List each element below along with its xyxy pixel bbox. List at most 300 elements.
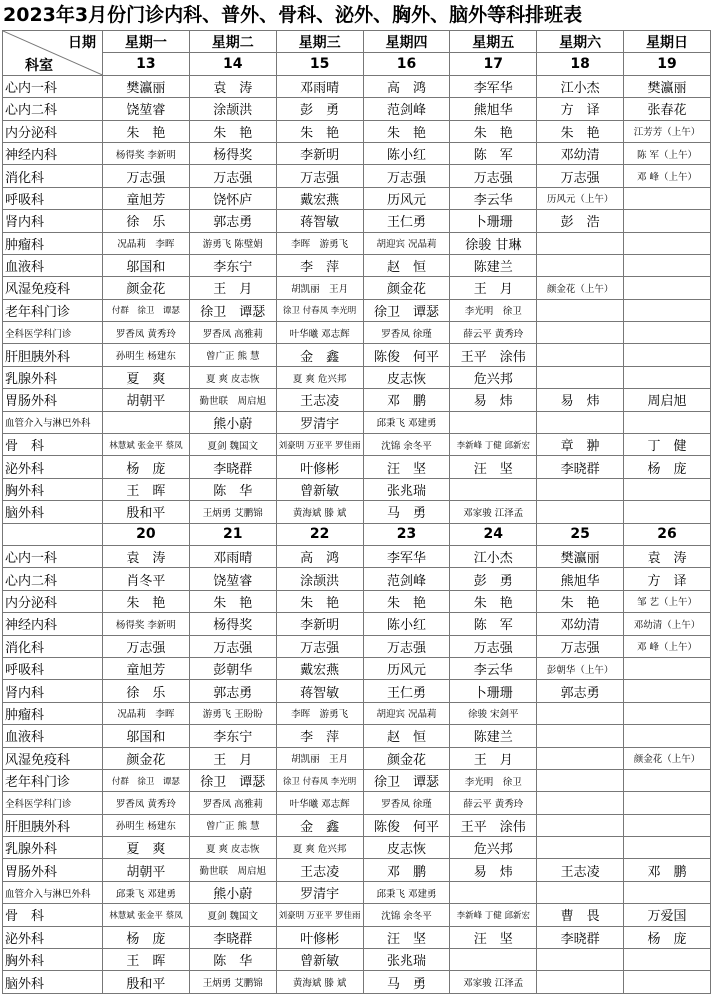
table-row (3, 926, 711, 948)
department-name: 心内二科 (3, 98, 103, 120)
department-name: 脑外科 (3, 971, 103, 993)
doctor-cell: 历风元 (363, 187, 450, 209)
doctor-cell: 蒋智敏 (276, 210, 363, 232)
doctor-cell: 罗清宇 (276, 881, 363, 903)
department-name: 心内二科 (3, 568, 103, 590)
doctor-cell: 夏 爽 (103, 366, 190, 388)
doctor-cell: 杨 庞 (624, 926, 711, 948)
date-cell: 21 (189, 523, 276, 545)
doctor-cell: 刘豪明 万亚平 罗佳雨 (276, 434, 363, 456)
doctor-cell: 方 译 (537, 98, 624, 120)
doctor-cell (450, 478, 537, 500)
doctor-cell (537, 814, 624, 836)
doctor-cell: 江小杰 (450, 545, 537, 567)
doctor-cell: 杨 庞 (103, 926, 190, 948)
doctor-cell: 徐骏 宋剑平 (450, 702, 537, 724)
doctor-cell: 郭志勇 (189, 210, 276, 232)
department-name: 心内一科 (3, 545, 103, 567)
doctor-cell: 杨得奖 (189, 613, 276, 635)
department-name: 骨 科 (3, 434, 103, 456)
doctor-cell: 夏 爽 皮志恢 (189, 366, 276, 388)
doctor-cell (450, 949, 537, 971)
doctor-cell: 陈 华 (189, 478, 276, 500)
doctor-cell: 陈建兰 (450, 254, 537, 276)
doctor-cell: 马 勇 (363, 501, 450, 523)
doctor-cell: 李晖 游勇飞 (276, 702, 363, 724)
doctor-cell: 颜金花 (363, 747, 450, 769)
doctor-cell (624, 232, 711, 254)
doctor-cell: 邓 鹏 (363, 859, 450, 881)
department-name: 胃肠外科 (3, 389, 103, 411)
doctor-cell: 况晶莉 李晖 (103, 702, 190, 724)
doctor-cell: 万志强 (363, 635, 450, 657)
date-corner-label: 日期 (68, 35, 96, 51)
table-row (3, 210, 711, 232)
department-name: 乳腺外科 (3, 837, 103, 859)
doctor-cell (537, 769, 624, 791)
doctor-cell: 王平 涂伟 (450, 814, 537, 836)
doctor-cell: 陈小红 (363, 142, 450, 164)
doctor-cell: 张兆瑞 (363, 478, 450, 500)
doctor-cell: 夏 爽 皮志恢 (189, 837, 276, 859)
doctor-cell: 罗香凤 黄秀玲 (103, 322, 190, 344)
doctor-cell: 危兴邦 (450, 366, 537, 388)
doctor-cell (537, 299, 624, 321)
doctor-cell (537, 411, 624, 433)
doctor-cell: 杨得奖 李新明 (103, 613, 190, 635)
doctor-cell: 徐卫 谭瑟 (189, 299, 276, 321)
doctor-cell: 李 萍 (276, 725, 363, 747)
doctor-cell: 邓幼清 (537, 142, 624, 164)
table-row (3, 747, 711, 769)
doctor-cell: 殷和平 (103, 501, 190, 523)
doctor-cell: 徐 乐 (103, 680, 190, 702)
department-name: 泌外科 (3, 926, 103, 948)
doctor-cell: 万志强 (103, 165, 190, 187)
doctor-cell: 卜珊珊 (450, 680, 537, 702)
doctor-cell: 林慧斌 张金平 蔡凤 (103, 904, 190, 926)
department-name: 风湿免疫科 (3, 747, 103, 769)
table-row (3, 501, 711, 523)
doctor-cell: 熊旭华 (537, 568, 624, 590)
department-name: 风湿免疫科 (3, 277, 103, 299)
doctor-cell: 王炳勇 艾鹏锦 (189, 501, 276, 523)
doctor-cell: 赵 恒 (363, 254, 450, 276)
doctor-cell: 邓幼清（上午） (624, 613, 711, 635)
date-cell: 18 (537, 53, 624, 75)
doctor-cell: 邓 峰（上午） (624, 635, 711, 657)
doctor-cell: 童旭芳 (103, 187, 190, 209)
doctor-cell (537, 837, 624, 859)
doctor-cell: 邓 峰（上午） (624, 165, 711, 187)
doctor-cell: 颜金花 (103, 277, 190, 299)
doctor-cell: 徐卫 谭瑟 (189, 769, 276, 791)
doctor-cell: 朱 艳 (450, 590, 537, 612)
department-name: 全科医学科门诊 (3, 322, 103, 344)
doctor-cell: 徐 乐 (103, 210, 190, 232)
doctor-cell: 熊小蔚 (189, 881, 276, 903)
doctor-cell: 万志强 (363, 165, 450, 187)
doctor-cell: 李东宁 (189, 254, 276, 276)
doctor-cell: 郭志勇 (189, 680, 276, 702)
department-name: 肿瘤科 (3, 232, 103, 254)
doctor-cell: 李东宁 (189, 725, 276, 747)
doctor-cell: 游勇飞 王盼盼 (189, 702, 276, 724)
weekday-thursday: 星期四 (363, 31, 450, 53)
doctor-cell: 沈锦 余冬平 (363, 904, 450, 926)
doctor-cell: 周启旭 (624, 389, 711, 411)
date-cell: 14 (189, 53, 276, 75)
doctor-cell: 罗清宇 (276, 411, 363, 433)
doctor-cell (624, 971, 711, 993)
doctor-cell: 袁 涛 (189, 75, 276, 97)
doctor-cell: 夏剑 魏国文 (189, 434, 276, 456)
doctor-cell (537, 344, 624, 366)
doctor-cell: 汪 坚 (363, 456, 450, 478)
doctor-cell: 万志强 (189, 165, 276, 187)
table-row (3, 792, 711, 814)
doctor-cell (624, 501, 711, 523)
doctor-cell (624, 322, 711, 344)
doctor-cell: 李新明 (276, 142, 363, 164)
doctor-cell: 况晶莉 李晖 (103, 232, 190, 254)
doctor-cell: 叶修彬 (276, 926, 363, 948)
doctor-cell: 饶堃睿 (103, 98, 190, 120)
doctor-cell: 历风元 (363, 657, 450, 679)
doctor-cell: 曾新敏 (276, 478, 363, 500)
table-row (3, 769, 711, 791)
doctor-cell: 李新明 (276, 613, 363, 635)
table-row (3, 389, 711, 411)
table-row (3, 725, 711, 747)
doctor-cell: 万志强 (450, 635, 537, 657)
doctor-cell: 樊瀛丽 (537, 545, 624, 567)
doctor-cell: 彭 浩 (537, 210, 624, 232)
department-corner-label: 科室 (25, 57, 53, 74)
doctor-cell: 邱秉飞 邓建勇 (363, 881, 450, 903)
doctor-cell: 朱 艳 (363, 120, 450, 142)
doctor-cell: 高 鸿 (276, 545, 363, 567)
table-row (3, 254, 711, 276)
doctor-cell: 彭朝华（上午） (537, 657, 624, 679)
date-cell: 22 (276, 523, 363, 545)
doctor-cell: 孙明生 杨建东 (103, 344, 190, 366)
date-row-spacer (3, 523, 103, 545)
doctor-cell: 邓 鹏 (363, 389, 450, 411)
doctor-cell: 颜金花（上午） (624, 747, 711, 769)
doctor-cell: 彭朝华 (189, 657, 276, 679)
table-row (3, 75, 711, 97)
doctor-cell: 李晓群 (537, 456, 624, 478)
doctor-cell (624, 277, 711, 299)
weekday-monday: 星期一 (103, 31, 190, 53)
table-row (3, 904, 711, 926)
doctor-cell: 夏 爽 危兴邦 (276, 837, 363, 859)
doctor-cell (537, 702, 624, 724)
doctor-cell: 罗香凤 高雅莉 (189, 322, 276, 344)
doctor-cell: 金 鑫 (276, 344, 363, 366)
doctor-cell: 朱 艳 (189, 590, 276, 612)
doctor-cell: 万志强 (537, 165, 624, 187)
doctor-cell: 朱 艳 (537, 120, 624, 142)
doctor-cell: 杨 庞 (103, 456, 190, 478)
doctor-cell: 李新峰 丁健 邱新宏 (450, 904, 537, 926)
doctor-cell: 戴宏燕 (276, 657, 363, 679)
doctor-cell: 章 翀 (537, 434, 624, 456)
doctor-cell: 林慧斌 张金平 蔡凤 (103, 434, 190, 456)
doctor-cell (624, 725, 711, 747)
doctor-cell: 薛云平 黄秀玲 (450, 322, 537, 344)
doctor-cell: 薛云平 黄秀玲 (450, 792, 537, 814)
doctor-cell: 彭 勇 (450, 568, 537, 590)
doctor-cell: 曾广正 熊 慧 (189, 344, 276, 366)
doctor-cell: 沈锦 余冬平 (363, 434, 450, 456)
doctor-cell: 邓幼清 (537, 613, 624, 635)
date-cell: 23 (363, 523, 450, 545)
doctor-cell: 朱 艳 (537, 590, 624, 612)
department-name: 肝胆胰外科 (3, 814, 103, 836)
doctor-cell: 李晓群 (537, 926, 624, 948)
doctor-cell: 杨 庞 (624, 456, 711, 478)
table-row (3, 859, 711, 881)
doctor-cell: 熊旭华 (450, 98, 537, 120)
doctor-cell (624, 949, 711, 971)
department-name: 血液科 (3, 254, 103, 276)
table-row (3, 434, 711, 456)
doctor-cell: 郭志勇 (537, 680, 624, 702)
date-dept-corner-cell (3, 31, 103, 76)
doctor-cell: 樊瀛丽 (624, 75, 711, 97)
department-name: 肿瘤科 (3, 702, 103, 724)
doctor-cell: 王志凌 (276, 859, 363, 881)
doctor-cell: 李晓群 (189, 926, 276, 948)
doctor-cell: 李 萍 (276, 254, 363, 276)
doctor-cell: 邓雨晴 (189, 545, 276, 567)
doctor-cell (537, 971, 624, 993)
doctor-cell: 罗香凤 徐瑾 (363, 322, 450, 344)
table-row (3, 971, 711, 993)
doctor-cell: 夏剑 魏国文 (189, 904, 276, 926)
doctor-cell: 万爱国 (624, 904, 711, 926)
doctor-cell: 曾广正 熊 慧 (189, 814, 276, 836)
department-name: 胃肠外科 (3, 859, 103, 881)
date-cell: 16 (363, 53, 450, 75)
date-cell: 13 (103, 53, 190, 75)
doctor-cell: 付群 徐卫 谭瑟 (103, 769, 190, 791)
doctor-cell: 王 月 (189, 277, 276, 299)
doctor-cell (624, 299, 711, 321)
doctor-cell: 曾新敏 (276, 949, 363, 971)
doctor-cell (537, 254, 624, 276)
table-row (3, 322, 711, 344)
doctor-cell: 邬国和 (103, 254, 190, 276)
doctor-cell: 邓雨晴 (276, 75, 363, 97)
doctor-cell: 王炳勇 艾鹏锦 (189, 971, 276, 993)
department-name: 老年科门诊 (3, 769, 103, 791)
department-name: 心内一科 (3, 75, 103, 97)
table-row (3, 299, 711, 321)
doctor-cell: 朱 艳 (103, 590, 190, 612)
doctor-cell: 杨得奖 (189, 142, 276, 164)
department-name: 血液科 (3, 725, 103, 747)
doctor-cell: 陈 军（上午） (624, 142, 711, 164)
doctor-cell: 赵 恒 (363, 725, 450, 747)
department-name: 呼吸科 (3, 187, 103, 209)
doctor-cell: 胡迎宾 况晶莉 (363, 702, 450, 724)
doctor-cell: 付群 徐卫 谭瑟 (103, 299, 190, 321)
weekday-tuesday: 星期二 (189, 31, 276, 53)
doctor-cell (537, 792, 624, 814)
table-row (3, 411, 711, 433)
table-row (3, 590, 711, 612)
doctor-cell: 王志凌 (537, 859, 624, 881)
doctor-cell: 童旭芳 (103, 657, 190, 679)
table-row (3, 702, 711, 724)
doctor-cell: 夏 爽 危兴邦 (276, 366, 363, 388)
doctor-cell: 陈俊 何平 (363, 814, 450, 836)
doctor-cell: 胡朝平 (103, 389, 190, 411)
doctor-cell: 刘豪明 万亚平 罗佳雨 (276, 904, 363, 926)
doctor-cell: 江芳芳（上午） (624, 120, 711, 142)
weekday-header-row (3, 31, 711, 53)
doctor-cell (624, 814, 711, 836)
table-row (3, 456, 711, 478)
table-row (3, 165, 711, 187)
department-name: 内分泌科 (3, 120, 103, 142)
doctor-cell: 陈小红 (363, 613, 450, 635)
table-row (3, 187, 711, 209)
date-row (3, 523, 711, 545)
doctor-cell: 樊瀛丽 (103, 75, 190, 97)
doctor-cell: 颜金花（上午） (537, 277, 624, 299)
doctor-cell (624, 411, 711, 433)
doctor-cell (624, 680, 711, 702)
weekday-saturday: 星期六 (537, 31, 624, 53)
doctor-cell (624, 210, 711, 232)
doctor-cell: 王平 涂伟 (450, 344, 537, 366)
table-row (3, 366, 711, 388)
department-name: 泌外科 (3, 456, 103, 478)
schedule-table (2, 30, 711, 994)
doctor-cell: 黄海斌 滕 斌 (276, 501, 363, 523)
doctor-cell: 涂颉洪 (189, 98, 276, 120)
doctor-cell: 勤世联 周启旭 (189, 389, 276, 411)
doctor-cell (537, 501, 624, 523)
date-cell: 25 (537, 523, 624, 545)
department-name: 消化科 (3, 635, 103, 657)
doctor-cell: 邱秉飞 邓建勇 (103, 881, 190, 903)
doctor-cell: 邓家骏 江泽孟 (450, 501, 537, 523)
doctor-cell: 丁 健 (624, 434, 711, 456)
doctor-cell: 万志强 (276, 165, 363, 187)
date-cell: 24 (450, 523, 537, 545)
doctor-cell: 万志强 (103, 635, 190, 657)
doctor-cell: 万志强 (276, 635, 363, 657)
table-row (3, 478, 711, 500)
weekday-friday: 星期五 (450, 31, 537, 53)
table-row (3, 613, 711, 635)
doctor-cell: 张兆瑞 (363, 949, 450, 971)
doctor-cell: 徐卫 付春凤 李光明 (276, 769, 363, 791)
doctor-cell (624, 254, 711, 276)
doctor-cell: 王 晖 (103, 478, 190, 500)
doctor-cell: 王仁勇 (363, 210, 450, 232)
doctor-cell: 李光明 徐卫 (450, 769, 537, 791)
doctor-cell: 叶修彬 (276, 456, 363, 478)
doctor-cell: 王 月 (450, 277, 537, 299)
doctor-cell: 王 月 (189, 747, 276, 769)
doctor-cell (537, 949, 624, 971)
doctor-cell: 夏 爽 (103, 837, 190, 859)
doctor-cell: 历风元（上午） (537, 187, 624, 209)
doctor-cell: 颜金花 (363, 277, 450, 299)
table-row (3, 142, 711, 164)
department-name: 全科医学科门诊 (3, 792, 103, 814)
doctor-cell (450, 411, 537, 433)
department-name: 脑外科 (3, 501, 103, 523)
date-cell: 20 (103, 523, 190, 545)
table-row (3, 949, 711, 971)
doctor-cell: 熊小蔚 (189, 411, 276, 433)
department-name: 肾内科 (3, 210, 103, 232)
table-row (3, 657, 711, 679)
department-name: 血管介入与淋巴外科 (3, 411, 103, 433)
doctor-cell: 李晓群 (189, 456, 276, 478)
weekday-wednesday: 星期三 (276, 31, 363, 53)
table-row (3, 98, 711, 120)
department-name: 乳腺外科 (3, 366, 103, 388)
doctor-cell: 朱 艳 (189, 120, 276, 142)
date-cell: 15 (276, 53, 363, 75)
department-name: 老年科门诊 (3, 299, 103, 321)
doctor-cell: 徐骏 甘琳 (450, 232, 537, 254)
doctor-cell: 陈 军 (450, 142, 537, 164)
doctor-cell: 李晖 游勇飞 (276, 232, 363, 254)
table-row (3, 344, 711, 366)
doctor-cell: 罗香凤 高雅莉 (189, 792, 276, 814)
doctor-cell: 邹 艺（上午） (624, 590, 711, 612)
department-name: 肾内科 (3, 680, 103, 702)
doctor-cell: 李军华 (450, 75, 537, 97)
doctor-cell: 饶堃睿 (189, 568, 276, 590)
table-row (3, 814, 711, 836)
doctor-cell (537, 881, 624, 903)
doctor-cell: 易 炜 (450, 859, 537, 881)
doctor-cell: 邬国和 (103, 725, 190, 747)
doctor-cell: 邓 鹏 (624, 859, 711, 881)
doctor-cell (537, 725, 624, 747)
doctor-cell: 袁 涛 (103, 545, 190, 567)
doctor-cell: 王 晖 (103, 949, 190, 971)
doctor-cell: 徐卫 付春凤 李光明 (276, 299, 363, 321)
department-name: 肝胆胰外科 (3, 344, 103, 366)
doctor-cell: 叶华曦 邓志辉 (276, 322, 363, 344)
doctor-cell: 李新峰 丁健 邱新宏 (450, 434, 537, 456)
department-name: 神经内科 (3, 142, 103, 164)
doctor-cell: 胡迎宾 况晶莉 (363, 232, 450, 254)
doctor-cell: 汪 坚 (450, 456, 537, 478)
weekday-sunday: 星期日 (624, 31, 711, 53)
doctor-cell (624, 881, 711, 903)
doctor-cell: 李云华 (450, 187, 537, 209)
table-row (3, 568, 711, 590)
doctor-cell (537, 322, 624, 344)
doctor-cell (624, 187, 711, 209)
doctor-cell (624, 837, 711, 859)
doctor-cell: 易 炜 (450, 389, 537, 411)
doctor-cell: 万志强 (537, 635, 624, 657)
doctor-cell: 高 鸿 (363, 75, 450, 97)
